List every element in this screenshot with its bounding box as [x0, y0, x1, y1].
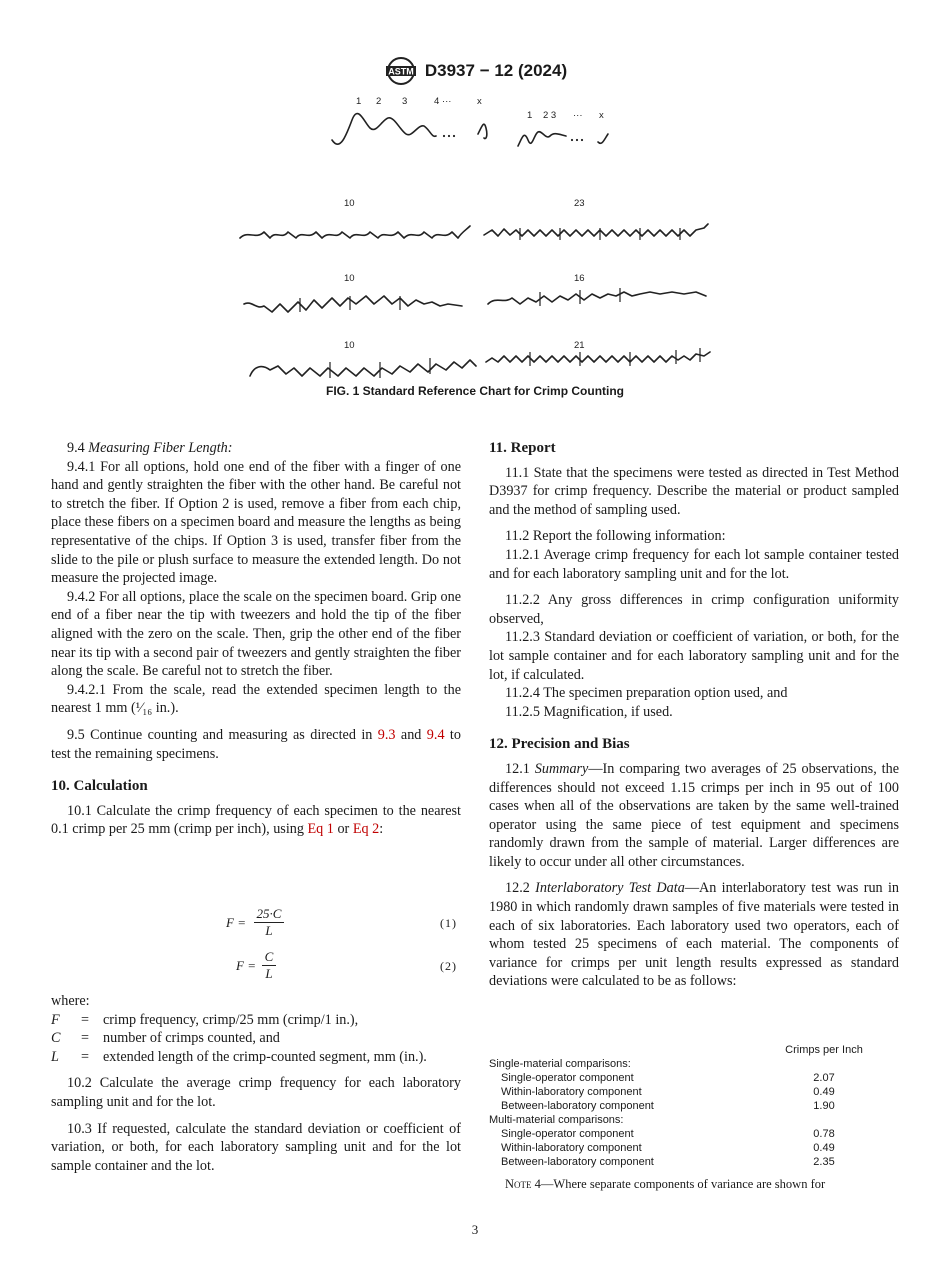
astm-logo [383, 55, 419, 87]
para-11-2-1: 11.2.1 Average crimp frequency for each lot sample container tested and for each laboratory sampling unit and for the lot. [489, 546, 899, 582]
fiber-row2-left [244, 296, 462, 312]
section-12-heading: 12. Precision and Bias [489, 736, 630, 753]
equation-1-denominator: L [265, 923, 273, 938]
fiber-row3-left [250, 360, 476, 376]
para-12-2: 12.2 Interlaboratory Test Data—An interlaboratory test was run in 1980 in which randomly drawn samples of five materials were tested in each of six laboratories. Each laboratory used two operators, each of whom tested 25 specimens of each material. The components of variance for crimps per unit length results expressed as standard deviations were calculated to be as follows: [489, 880, 899, 990]
table-row: Single-operator component 0.78 [501, 1128, 835, 1140]
para-10-3: 10.3 If requested, calculate the standard deviation or coefficient of variation, or both, for each laboratory sampling unit and for the lot sample container and the lot. [51, 1120, 461, 1174]
ref-link-eq2[interactable]: Eq 2 [352, 821, 380, 838]
right-column [489, 439, 899, 991]
page-number: 3 [471, 1222, 479, 1237]
fig-label: ··· [573, 110, 583, 121]
fig-label: 1 [356, 96, 362, 107]
para-9-4-2-1: 9.4.2.1 From the scale, read the extended specimen length to the nearest 1 mm (¹⁄₁₆ in.). [51, 681, 461, 717]
fig-label: 3 [402, 96, 408, 107]
equation-1-number: (1) [440, 916, 457, 930]
column-header: Crimps per Inch [785, 1044, 863, 1056]
equation-1-numerator: 25·C [254, 906, 284, 923]
fiber-top-right-end [598, 134, 608, 143]
para-11-2-4: 11.2.4 The specimen preparation option used, and [505, 685, 788, 702]
svg-text:ASTM: ASTM [388, 66, 414, 77]
fig-label: 2 [376, 96, 382, 107]
ref-link-9-4[interactable]: 9.4 [426, 726, 445, 743]
para-11-2-3: 11.2.3 Standard deviation or coefficient of variation, or both, for the lot sample container and for each laboratory sampling unit and for the lot, if calculated. [489, 629, 899, 683]
equation-2-numerator: C [262, 949, 276, 966]
para-10-1: 10.1 Calculate the crimp frequency of each specimen to the nearest 0.1 crimp per 25 mm (crimp per inch), using Eq 1 or Eq 2: [51, 802, 461, 838]
definition-row: F = crimp frequency, crimp/25 mm (crimp/1 in.), [51, 1011, 359, 1028]
left-column-lower [51, 992, 461, 1175]
ref-link-9-3[interactable]: 9.3 [377, 726, 396, 743]
crimp-count-label: 21 [574, 340, 585, 351]
crimp-count-label: 16 [574, 273, 585, 284]
crimp-count-label: 23 [574, 198, 585, 209]
fiber-row1-right [484, 224, 708, 236]
designation: D3937 − 12 (2024) [424, 61, 568, 80]
equation-2-denominator: L [265, 966, 273, 981]
group-title: Single-material comparisons: [489, 1058, 631, 1070]
ref-link-eq1[interactable]: Eq 1 [307, 821, 334, 838]
equation-2-number: (2) [440, 959, 457, 973]
equation-1-lhs: F = [226, 915, 246, 930]
fiber-row2-right [488, 292, 706, 304]
para-11-2-5: 11.2.5 Magnification, if used. [505, 703, 673, 720]
crimp-count-label: 10 [344, 273, 355, 284]
symbol-definitions [51, 1011, 461, 1067]
where-label: where: [51, 993, 90, 1009]
fiber-ticks [300, 228, 700, 378]
fig-label: 4 ··· [434, 96, 452, 107]
fiber-top-left-end [478, 124, 487, 138]
fiber-row1-left [240, 226, 470, 238]
crimp-count-label: 10 [344, 340, 355, 351]
left-column [51, 439, 461, 839]
section-9-4-heading: 9.4 Measuring Fiber Length: [67, 440, 233, 456]
section-10-heading: 10. Calculation [51, 778, 148, 795]
para-11-2: 11.2 Report the following information: [505, 528, 726, 545]
variance-table [489, 1043, 899, 1169]
crimp-reference-chart [0, 90, 950, 380]
table-row: Between-laboratory component 1.90 [501, 1100, 835, 1112]
para-11-1: 11.1 State that the specimens were tested as directed in Test Method D3937 for crimp frequency. Describe the material or product sampled and the method of sampling used. [489, 464, 899, 518]
figure-caption: FIG. 1 Standard Reference Chart for Crimp Counting [325, 384, 625, 398]
table-row: Within-laboratory component 0.49 [501, 1086, 835, 1098]
fig-label: x [599, 110, 604, 121]
table-header-row [489, 1043, 899, 1057]
note-4: Note 4—Where separate components of variance are shown for [505, 1177, 826, 1191]
page-header [0, 55, 950, 87]
para-12-1: 12.1 Summary—In comparing two averages of 25 observations, the differences should not exceed 1.15 crimps per inch in 95 out of 100 cases when all of the observations are taken by the same well-trained operator using the same piece of test equipment and specimens randomly drawn from the sample of material. Larger differences are likely to occur under all other circumstances. [489, 760, 900, 870]
para-9-4-2: 9.4.2 For all options, place the scale on the specimen board. Grip one end of a fiber near the tip with tweezers and hold the tip of the fiber aligned with the zero on the scale. Then, grip the other end of the fiber near its tip with a second pair of tweezers and gently straighten the fiber along the scale. Be careful not to stretch the fiber. [51, 588, 461, 680]
definition-row: C = number of crimps counted, and [51, 1030, 280, 1047]
para-9-5: 9.5 Continue counting and measuring as directed in 9.3 and 9.4 to test the remaining specimens. [51, 726, 461, 762]
table-row: Within-laboratory component 0.49 [501, 1142, 835, 1154]
fiber-top-left [332, 114, 436, 145]
table-row: Between-laboratory component 2.35 [501, 1156, 835, 1168]
section-11-heading: 11. Report [489, 440, 556, 456]
definition-row: L = extended length of the crimp-counted segment, mm (in.). [51, 1048, 427, 1065]
table-row: Single-operator component 2.07 [501, 1072, 835, 1084]
para-10-2: 10.2 Calculate the average crimp frequency for each laboratory sampling unit and for the lot. [51, 1075, 461, 1110]
crimp-count-label: 10 [344, 198, 355, 209]
fig-label: 2 3 [543, 110, 557, 121]
fiber-top-right [518, 132, 566, 146]
fig-label: 1 [527, 110, 533, 121]
fig-label: x [477, 96, 482, 107]
equation-2-lhs: F = [236, 958, 256, 973]
para-9-4-1: 9.4.1 For all options, hold one end of the fiber with a finger of one hand and gently straighten the fiber with the other hand. Be careful not to stretch the fiber. If Option 2 is used, remove a fiber from each chip, place these fibers on a specimen board and measure the lengths as being representative of the chips. If Option 3 is used, transfer fiber from the slide to the pile or plush surface to measure the extended length. Do not measure the projected image. [51, 458, 461, 587]
group-title: Multi-material comparisons: [489, 1114, 624, 1126]
para-11-2-2: 11.2.2 Any gross differences in crimp configuration uniformity observed, [489, 592, 899, 627]
